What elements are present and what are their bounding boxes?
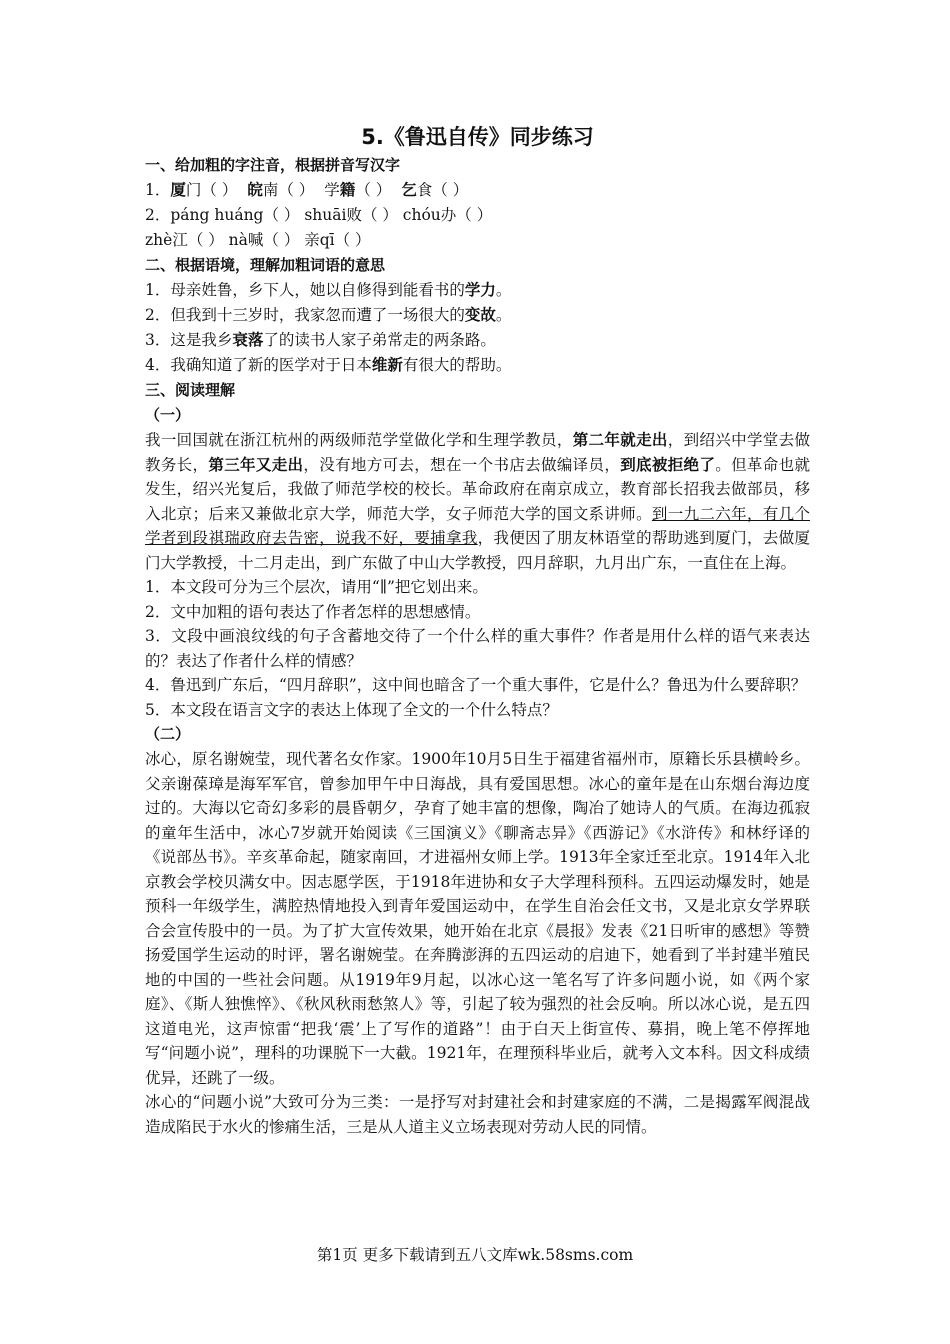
section-1-line-2: 2．páng huáng（ ） shuāi败（ ） chóu办（ ） xyxy=(145,206,493,224)
section-3-heading: 三、阅读理解 xyxy=(145,381,236,399)
reading-1-question-1: 1．本文段可分为三个层次，请用“∥”把它划出来。 xyxy=(145,578,488,596)
reading-1-question-4: 4．鲁迅到广东后，“四月辞职”，这中间也暗含了一个重大事件，它是什么？鲁迅为什么要辞职？ xyxy=(145,676,807,694)
section-2-question-2: 2．但我到十三岁时，我家忽而遭了一场很大的变故。 xyxy=(145,306,512,324)
reading-passage-2-continued: 冰心的“问题小说”大致可分为三类：一是抒写对封建社会和封建家庭的不满，二是揭露军阀混战造成陷民于水火的惨痛生活，三是从人道主义立场表现对劳动人民的同情。 xyxy=(145,1093,810,1136)
page-title: 5.《鲁迅自传》同步练习 xyxy=(361,125,594,149)
section-1-line-3: zhè江（ ） nà喊（ ） 亲qī（ ） xyxy=(145,231,371,249)
section-1-heading: 一、给加粗的字注音，根据拼音写汉字 xyxy=(145,156,401,174)
reading-part-1-label: （一） xyxy=(145,406,191,424)
section-2-heading: 二、根据语境，理解加粗词语的意思 xyxy=(145,256,386,274)
reading-1-question-5: 5．本文段在语言文字的表达上体现了全文的一个什么特点？ xyxy=(145,700,558,719)
section-2-question-1: 1．母亲姓鲁，乡下人，她以自修得到能看书的学力。 xyxy=(145,281,512,299)
section-2-question-3: 3．这是我乡衰落了的读书人家子弟常走的两条路。 xyxy=(145,331,496,349)
reading-passage-2: 冰心，原名谢婉莹，现代著名女作家。1900年10月5日生于福建省福州市，原籍长乐县横岭乡。父亲谢葆璋是海军军官，曾参加甲午中日海战，具有爱国思想。冰心的童年是在山东烟台海边度过的。大海以它奇幻多彩的晨昏朝夕，孕育了她丰富的想像，陶冶了她诗人的气质。在海边孤寂的童年生活中，冰心7岁就开始阅读《三国演义》《聊斋志异》《西游记》《水浒传》和林纾译的《说部丛书》。辛亥革命起，随家南回，才进福州女师上学。1913年全家迁至北京。1914年入北京教会学校贝满女中。因志愿学医，于1918年进协和女子大学理科预科。五四运动爆发时，她是预科一年级学生，满腔热情地投入到青年爱国运动中，在学生自治会任文书，又是北京女学界联合会宣传股中的一员。为了扩大宣传效果，她开始在北京《晨报》发表《21日听审的感想》等赞扬爱国学生运动的时评，署名谢婉莹。在奔腾澎湃的五四运动的启迪下，她看到了半封建半殖民地的中国的一些社会问题。从1919年9月起，以冰心这一笔名写了许多问题小说，如《两个家庭》、《斯人独憔悴》、《秋风秋雨愁煞人》等，引起了较为强烈的社会反响。所以冰心说，是五四这道电光，这声惊雷“把我‘震’上了写作的道路”！由于白天上街宣传、募捐，晚上笔不停挥地写“问题小说”，理科的功课脱下一大截。1921年，在理预科毕业后，就考入文本科。因文科成绩优异，还跳了一级。 xyxy=(145,750,810,1087)
section-1-line-1: 1．厦门（ ） 皖南（ ） 学籍（ ） 乞食（ ） xyxy=(145,181,469,199)
section-2-question-4: 4．我确知道了新的医学对于日本维新有很大的帮助。 xyxy=(145,356,512,374)
wavy-underlined-sentence: 到一九二六年，有几个学者到段祺瑞政府去告密，说我不好，要捕拿我 xyxy=(145,504,810,547)
document-body xyxy=(145,122,810,1139)
page-footer: 第1页 更多下载请到五八文库wk.58sms.com xyxy=(316,1246,634,1264)
reading-1-question-3: 3．文段中画浪纹线的句子含蓄地交待了一个什么样的重大事件？作者是用什么样的语气来表达的？表达了作者什么样的情感？ xyxy=(145,627,810,670)
reading-1-question-2: 2．文中加粗的语句表达了作者怎样的思想感情。 xyxy=(145,602,481,621)
reading-part-2-label: （二） xyxy=(145,725,191,743)
reading-passage-1: 我一回国就在浙江杭州的两级师范学堂做化学和生理学教员，第二年就走出，到绍兴中学堂去做教务长，第三年又走出，没有地方可去，想在一个书店去做编译员，到底被拒绝了。但革命也就发生，绍兴光复后，我做了师范学校的校长。革命政府在南京成立，教育部长招我去做部员，移入北京；后来又兼做北京大学，师范大学，女子师范大学的国文系讲师。到一九二六年，有几个学者到段祺瑞政府去告密，说我不好，要捕拿我，我便因了朋友林语堂的帮助逃到厦门，去做厦门大学教授，十二月走出，到广东做了中山大学教授，四月辞职，九月出广东，一直住在上海。 xyxy=(145,431,810,572)
